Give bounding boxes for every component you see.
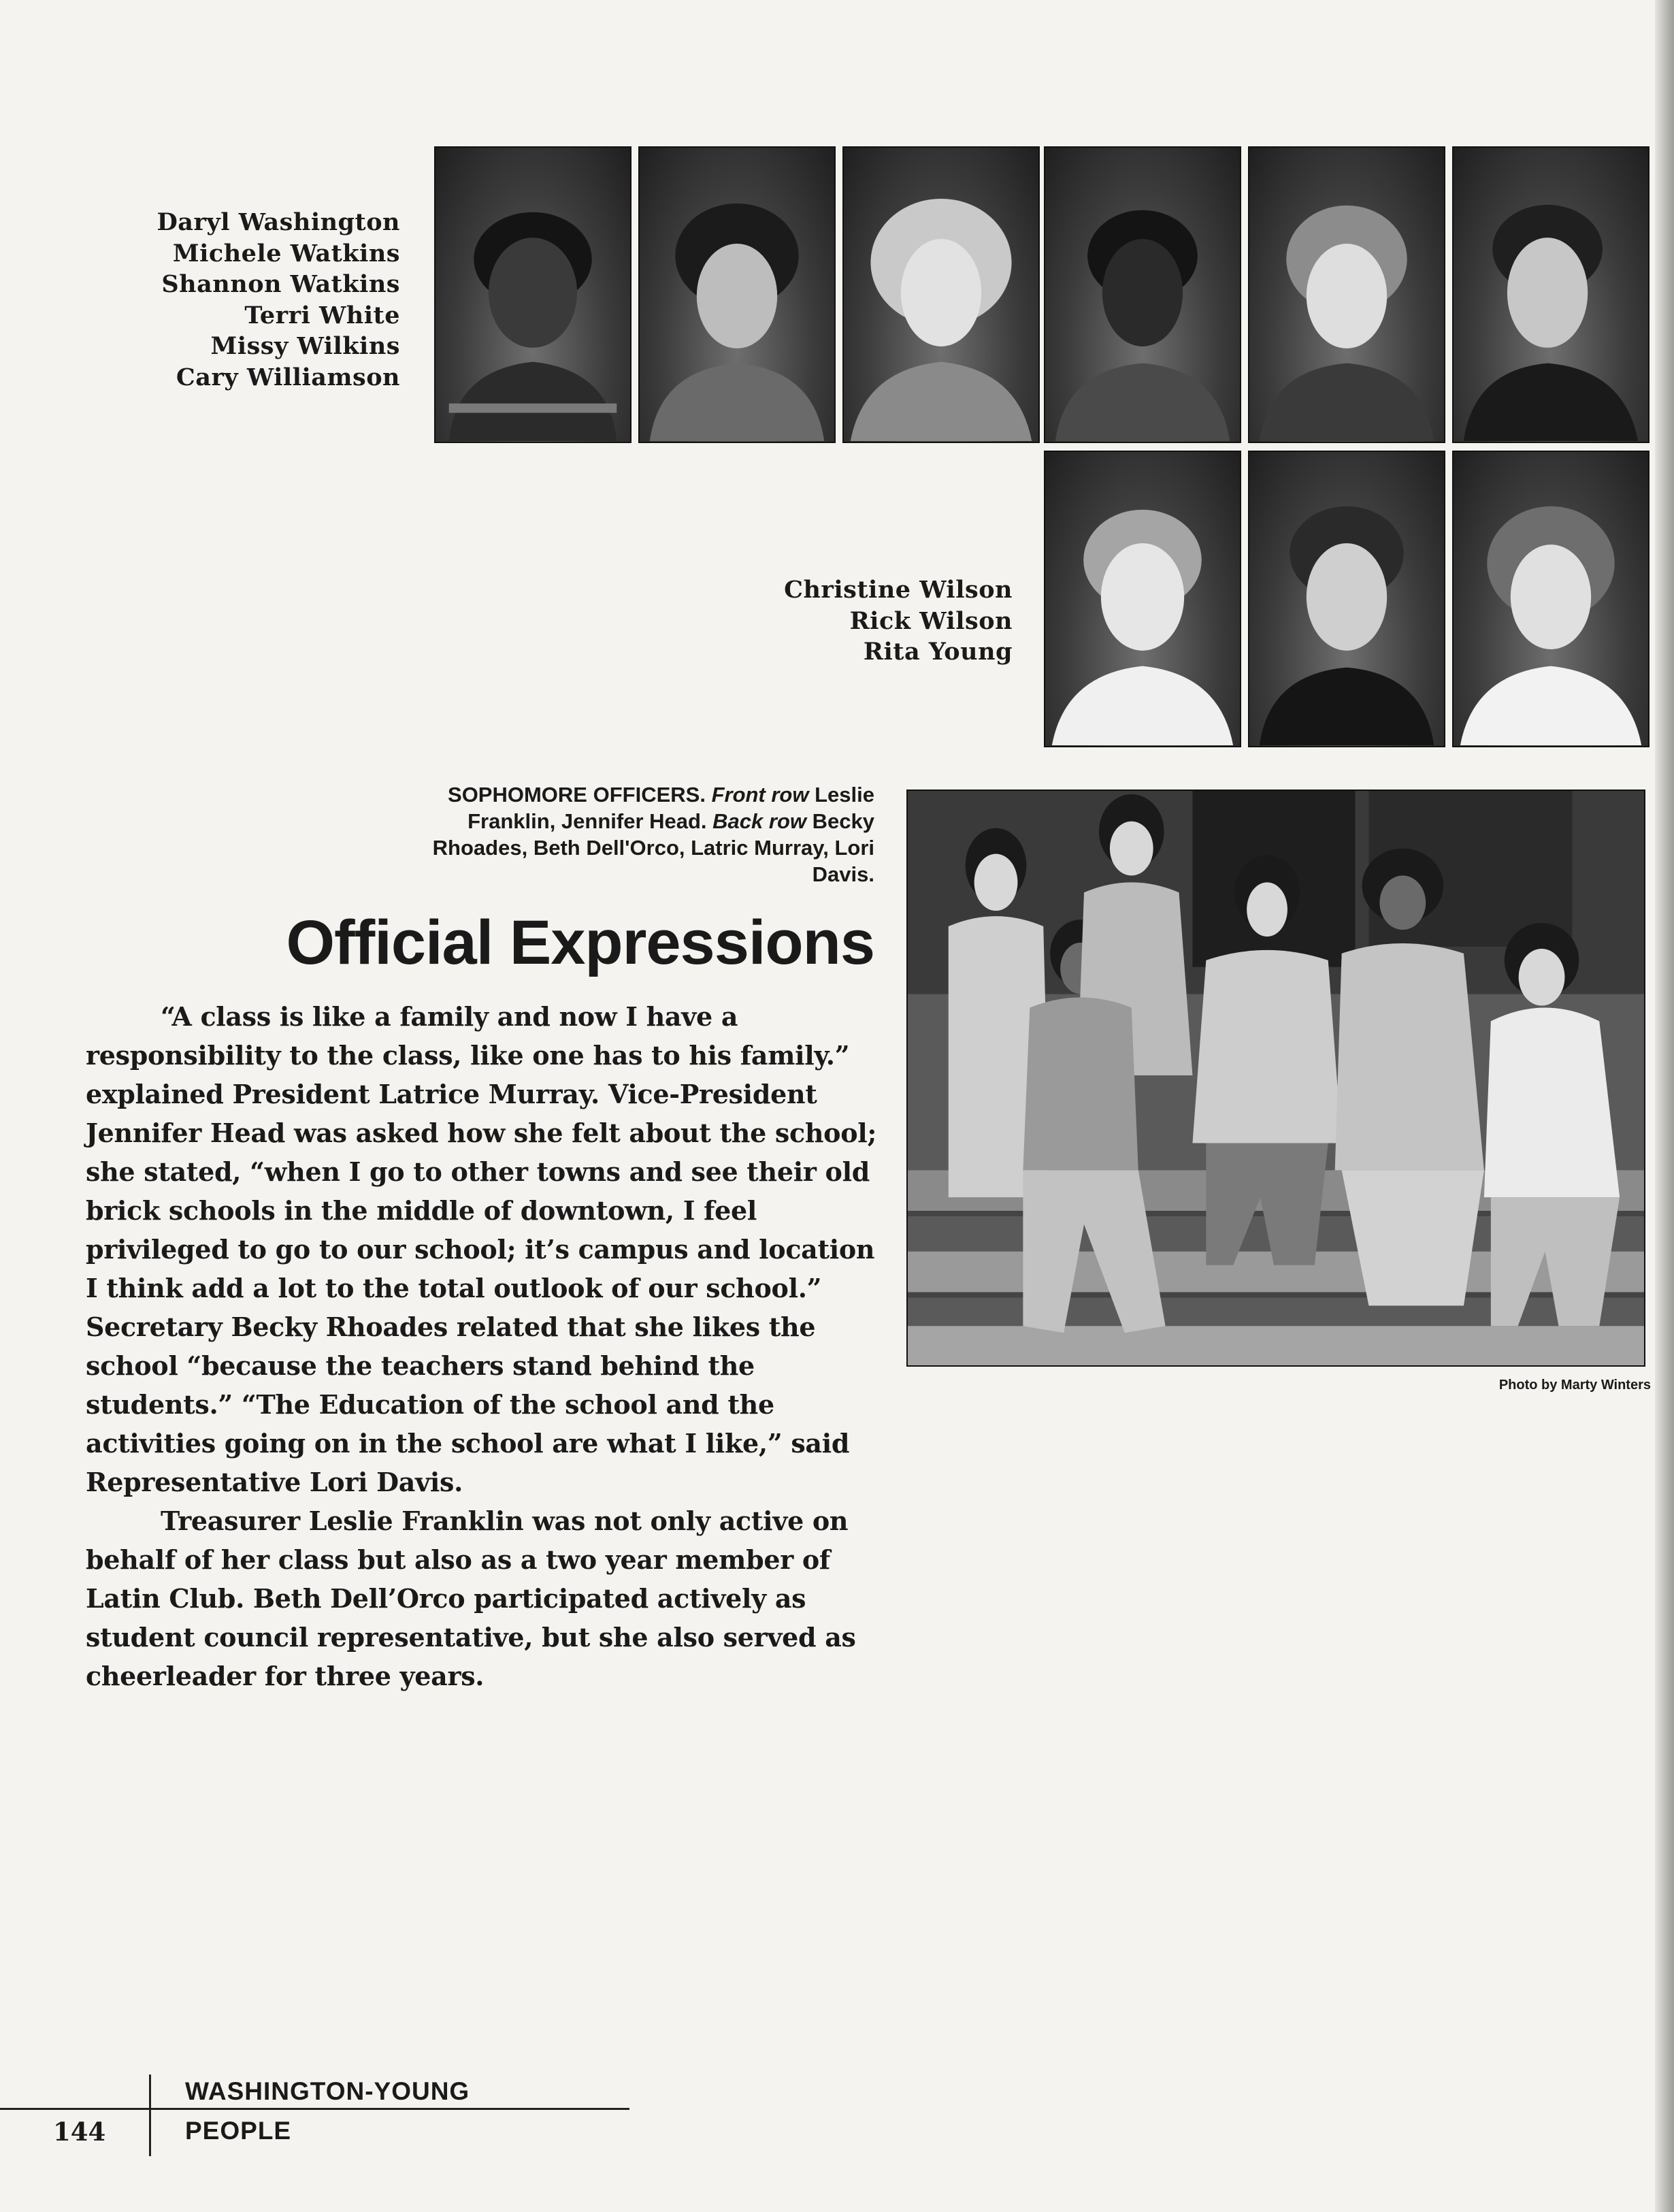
student-name: Michele Watkins [172, 239, 400, 267]
student-name: Terri White [244, 301, 400, 329]
student-name: Shannon Watkins [161, 270, 400, 298]
portrait-photo [1044, 146, 1241, 443]
portrait-photo [638, 146, 836, 443]
student-name: Rita Young [863, 638, 1013, 666]
page-edge-shadow [1655, 0, 1674, 2212]
portrait-photo [1248, 146, 1445, 443]
article-paragraph: Treasurer Leslie Franklin was not only active on behalf of her class but also as a two year member of Latin Club. Beth Dell’Orco participated actively as student council representative, but she also served as cheerleader for three years. [86, 1506, 856, 1691]
portrait-photo [1248, 451, 1445, 747]
caption-back-label: Back row [712, 809, 807, 833]
caption-front-names: Leslie Franklin, Jennifer Head. [467, 783, 874, 833]
folio-rule [0, 2108, 629, 2110]
article-headline: Official Expressions [286, 908, 874, 977]
caption-back-names: Becky Rhoades, Beth Dell'Orco, Latric Murray, Lori Davis. [432, 809, 874, 886]
section-subtitle: PEOPLE [185, 2117, 292, 2145]
caption-lead: SOPHOMORE OFFICERS. [448, 783, 706, 807]
page-number: 144 [53, 2117, 106, 2147]
portrait-photo [1452, 451, 1650, 747]
student-name: Daryl Washington [157, 208, 400, 236]
group-photo [906, 790, 1645, 1367]
folio-divider [149, 2075, 151, 2156]
top-row-names [122, 207, 400, 393]
portrait-photo [1044, 451, 1241, 747]
portrait-photo [434, 146, 631, 443]
photo-caption [381, 781, 874, 888]
second-row-names [735, 574, 1013, 668]
caption-front-label: Front row [711, 783, 809, 807]
student-name: Rick Wilson [849, 606, 1013, 635]
student-name: Missy Wilkins [210, 332, 400, 360]
student-name: Cary Williamson [176, 363, 400, 391]
portrait-photo [842, 146, 1040, 443]
article-paragraph: “A class is like a family and now I have a responsibility to the class, like one has to his family.” explained President Latrice Murray. Vice-President Jennifer Head was asked how she felt about the school; she stated, “when I go to other towns and see their old brick schools in the middle of downtown, I feel privileged to go to our school; it’s campus and location I think add a lot to the total outlook of our school.” Secretary Becky Rhoades related that she likes the school “because the teachers stand behind the students.” “The Education of the school and the activities going on in the school are what I like,” said Representative Lori Davis. [86, 1001, 877, 1497]
student-name: Christine Wilson [784, 576, 1013, 604]
photo-credit: Photo by Marty Winters [1498, 1378, 1651, 1393]
portrait-photo [1452, 146, 1650, 443]
article-body [86, 997, 882, 1695]
section-title: WASHINGTON-YOUNG [185, 2077, 470, 2105]
